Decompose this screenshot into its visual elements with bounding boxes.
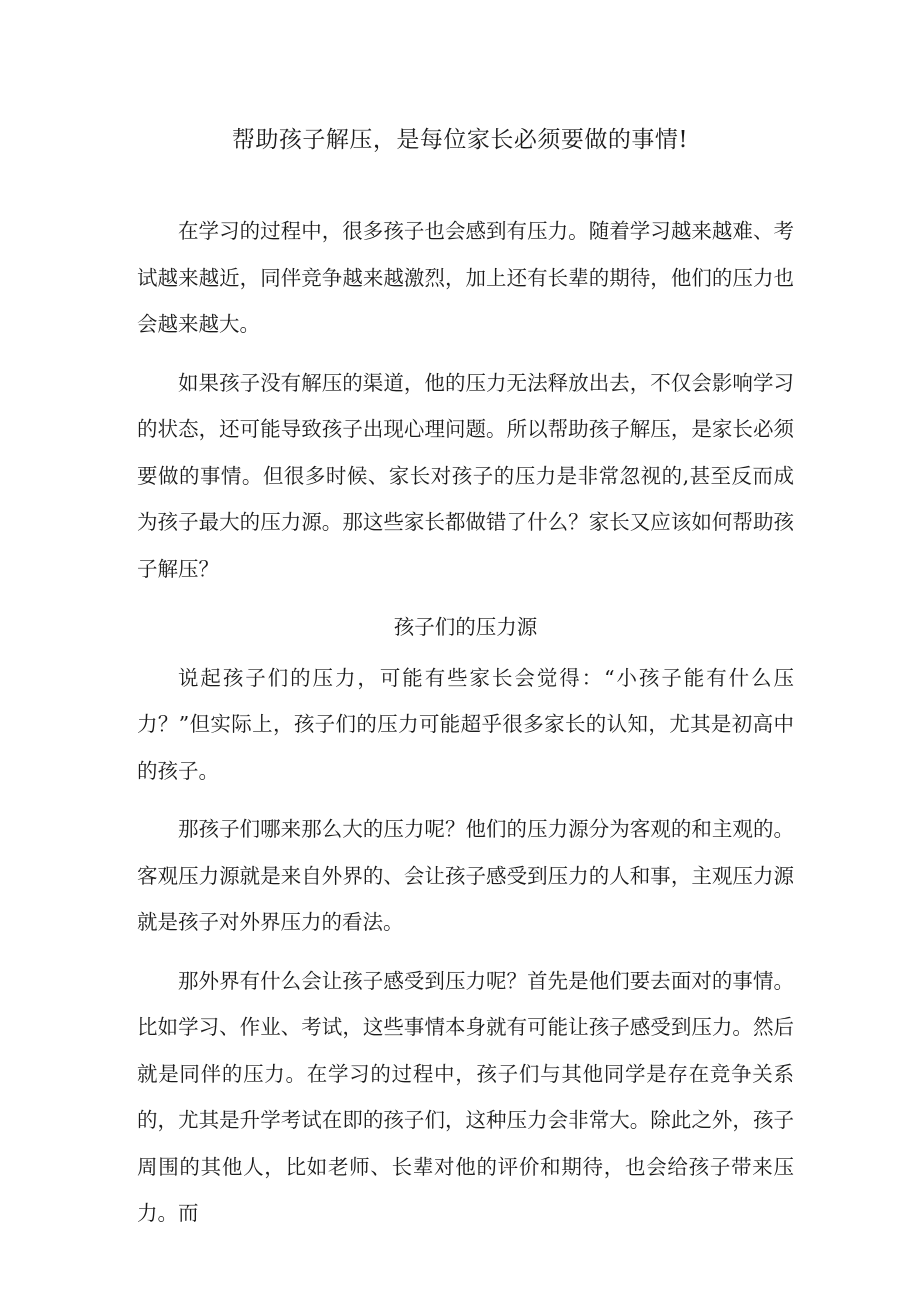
paragraph-section-1: 说起孩子们的压力，可能有些家长会觉得：“小孩子能有什么压力？”但实际上，孩子们的压力可能超乎很多家长的认知，尤其是初高中的孩子。 (137, 665, 794, 783)
section-heading: 孩子们的压力源 (393, 615, 538, 639)
document-body (137, 208, 794, 1249)
paragraph-intro-1: 在学习的过程中，很多孩子也会感到有压力。随着学习越来越难、考试越来越近，同伴竞争越来越激烈，加上还有长辈的期待，他们的压力也会越来越大。 (137, 219, 794, 336)
paragraph-intro-2: 如果孩子没有解压的渠道，他的压力无法释放出去，不仅会影响学习的状态，还可能导致孩子出现心理问题。所以帮助孩子解压，是家长必须要做的事情。但很多时候、家长对孩子的压力是非常忽视的,甚至反而成为孩子最大的压力源。那这些家长都做错了什么？家长又应该如何帮助孩子解压？ (137, 370, 794, 581)
paragraph-section-2: 那孩子们哪来那么大的压力呢？他们的压力源分为客观的和主观的。客观压力源就是来自外界的、会让孩子感受到压力的人和事，主观压力源就是孩子对外界压力的看法。 (137, 817, 794, 934)
document-title: 帮助孩子解压，是每位家长必须要做的事情! (231, 127, 689, 153)
paragraph-section-3: 那外界有什么会让孩子感受到压力呢？首先是他们要去面对的事情。比如学习、作业、考试，这些事情本身就有可能让孩子感受到压力。然后就是同伴的压力。在学习的过程中，孩子们与其他同学是存在竞争关系的，尤其是升学考试在即的孩子们，这种压力会非常大。除此之外，孩子周围的其他人，比如老师、长辈对他的评价和期待，也会给孩子带来压力。而 (137, 968, 794, 1225)
